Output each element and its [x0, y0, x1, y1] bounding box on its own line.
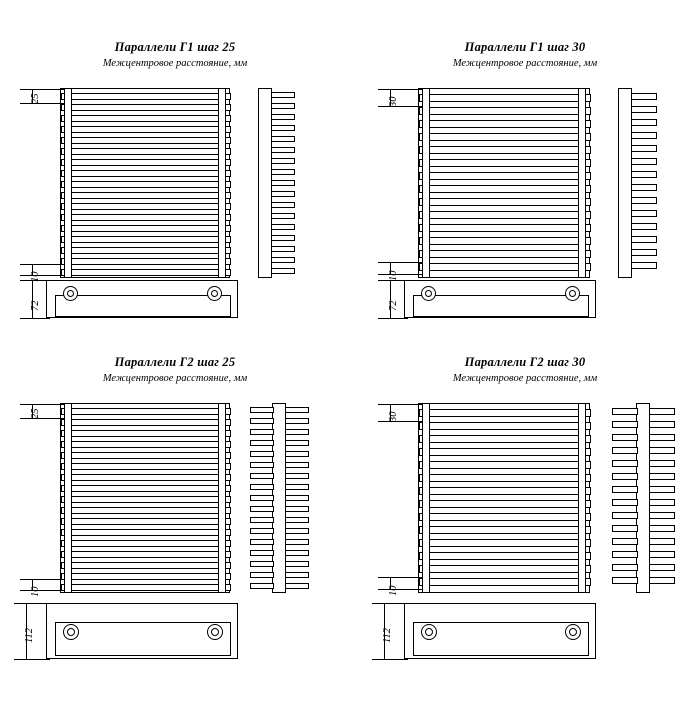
dim-label-fin-height: 10	[30, 586, 41, 597]
side-fin	[631, 184, 657, 191]
collector-body	[55, 622, 231, 656]
fin	[61, 203, 231, 210]
fin	[61, 452, 231, 459]
dim-tick	[20, 103, 64, 104]
collector-view	[46, 280, 238, 318]
dim-tick	[378, 106, 422, 107]
side-fin-left	[612, 473, 638, 480]
fin	[61, 507, 231, 514]
side-fin-right	[649, 460, 675, 467]
side-fin	[631, 158, 657, 165]
side-fin	[631, 119, 657, 126]
side-fin-left	[612, 447, 638, 454]
side-fin-left	[250, 451, 274, 457]
side-fin-left	[250, 517, 274, 523]
fin	[61, 225, 231, 232]
connection-port-inner	[569, 628, 577, 636]
fin	[419, 409, 591, 417]
panel-subtitle: Межцентровое расстояние, мм	[102, 58, 248, 69]
side-fin-right	[649, 538, 675, 545]
dim-tick	[20, 89, 64, 90]
fin	[61, 104, 231, 111]
side-fin-left	[612, 564, 638, 571]
side-fin-left	[612, 486, 638, 493]
side-fin	[631, 132, 657, 139]
dim-tick	[372, 603, 408, 604]
panel-title: Параллели Г1 шаг 25	[114, 40, 236, 54]
dim-label-collector-depth: 72	[388, 300, 399, 311]
dim-tick	[378, 589, 422, 590]
fin	[61, 159, 231, 166]
dim-label-collector-depth: 112	[24, 628, 35, 643]
fin	[419, 422, 591, 430]
side-fin-left	[612, 408, 638, 415]
panel-subtitle: Межцентровое расстояние, мм	[102, 373, 248, 384]
fin	[61, 474, 231, 481]
fin	[419, 133, 591, 141]
fin	[61, 430, 231, 437]
connection-port-inner	[211, 290, 218, 297]
dim-line-collector-depth	[390, 280, 391, 318]
side-fin-left	[612, 512, 638, 519]
side-fin	[631, 93, 657, 100]
side-fin-left	[250, 506, 274, 512]
dim-tick	[14, 659, 50, 660]
dim-tick	[378, 262, 422, 263]
side-fin	[271, 169, 295, 175]
side-fin-right	[649, 564, 675, 571]
side-view-spine	[618, 88, 632, 278]
side-fin-right	[649, 512, 675, 519]
side-fin-right	[649, 486, 675, 493]
side-fin	[271, 136, 295, 142]
fin	[61, 551, 231, 558]
fin	[419, 263, 591, 271]
side-fin-left	[612, 525, 638, 532]
dim-tick	[378, 421, 422, 422]
side-fin	[271, 147, 295, 153]
fin	[419, 565, 591, 573]
panel-g2-step-30	[350, 355, 700, 705]
connection-port	[207, 624, 223, 640]
collector-view	[404, 603, 596, 659]
fin	[419, 211, 591, 219]
side-fin-right	[285, 440, 309, 446]
collector-body	[413, 622, 589, 656]
fin	[61, 584, 231, 591]
side-fin-right	[285, 561, 309, 567]
dim-tick	[20, 418, 64, 419]
side-fin	[271, 224, 295, 230]
fin	[61, 269, 231, 276]
fin	[419, 107, 591, 115]
panel-title: Параллели Г2 шаг 30	[464, 355, 586, 369]
dim-tick	[20, 404, 64, 405]
side-fin	[271, 268, 295, 274]
front-view-right-post	[578, 403, 586, 593]
side-fin-right	[285, 539, 309, 545]
fin	[419, 526, 591, 534]
side-fin-right	[285, 572, 309, 578]
side-fin-left	[250, 583, 274, 589]
side-fin-right	[285, 451, 309, 457]
fin	[419, 185, 591, 193]
side-fin-left	[250, 539, 274, 545]
front-view-body	[60, 403, 230, 593]
side-view-spine	[272, 403, 286, 593]
fin	[419, 552, 591, 560]
front-view-body	[60, 88, 230, 278]
fin	[419, 500, 591, 508]
dim-tick	[20, 264, 64, 265]
dim-tick	[378, 89, 422, 90]
side-fin-right	[649, 434, 675, 441]
side-fin-left	[250, 473, 274, 479]
fin	[419, 487, 591, 495]
side-fin-left	[612, 434, 638, 441]
fin	[61, 562, 231, 569]
fin	[419, 224, 591, 232]
side-fin-right	[285, 506, 309, 512]
front-view-right-post	[578, 88, 586, 278]
side-fin	[271, 246, 295, 252]
side-fin-left	[250, 462, 274, 468]
fin	[419, 435, 591, 443]
connection-port-inner	[211, 628, 219, 636]
fin	[419, 513, 591, 521]
connection-port	[63, 286, 78, 301]
side-fin-left	[250, 495, 274, 501]
connection-port	[63, 624, 79, 640]
side-fin-left	[250, 528, 274, 534]
fin	[61, 463, 231, 470]
side-fin-right	[285, 517, 309, 523]
fin	[61, 529, 231, 536]
side-fin-left	[250, 572, 274, 578]
dim-label-top-pitch: 30	[388, 411, 399, 422]
side-fin-left	[612, 577, 638, 584]
side-fin-left	[250, 429, 274, 435]
side-fin-right	[285, 583, 309, 589]
fin	[61, 115, 231, 122]
fin	[419, 146, 591, 154]
dim-label-top-pitch: 25	[30, 93, 41, 104]
collector-view	[46, 603, 238, 659]
side-view-spine	[258, 88, 272, 278]
dim-label-fin-height: 10	[30, 271, 41, 282]
fin	[61, 170, 231, 177]
side-fin-right	[285, 528, 309, 534]
side-fin	[631, 145, 657, 152]
connection-port-inner	[569, 290, 576, 297]
side-fin-right	[285, 462, 309, 468]
dim-tick	[20, 280, 50, 281]
panel-title: Параллели Г2 шаг 25	[114, 355, 236, 369]
fin	[61, 419, 231, 426]
fin	[61, 540, 231, 547]
side-fin-left	[250, 550, 274, 556]
connection-port-inner	[67, 290, 74, 297]
fin	[61, 496, 231, 503]
side-fin	[271, 103, 295, 109]
fin	[419, 578, 591, 586]
fin	[61, 573, 231, 580]
dim-tick	[372, 659, 408, 660]
side-fin	[631, 236, 657, 243]
connection-port	[421, 286, 436, 301]
panel-g1-step-30	[350, 40, 700, 390]
front-view-left-post	[422, 403, 430, 593]
side-fin-right	[649, 473, 675, 480]
side-fin	[631, 223, 657, 230]
side-fin-right	[285, 429, 309, 435]
dim-tick	[20, 318, 50, 319]
side-fin-right	[285, 473, 309, 479]
collector-body	[413, 295, 589, 317]
connection-port-inner	[425, 290, 432, 297]
dim-tick	[378, 577, 422, 578]
fin	[61, 485, 231, 492]
front-view-left-post	[422, 88, 430, 278]
front-view-left-post	[64, 88, 72, 278]
panel-subtitle: Межцентровое расстояние, мм	[452, 373, 598, 384]
dim-label-fin-height: 10	[388, 585, 399, 596]
side-fin	[271, 213, 295, 219]
collector-view	[404, 280, 596, 318]
side-fin	[271, 202, 295, 208]
side-fin	[271, 235, 295, 241]
front-view-body	[418, 88, 590, 278]
side-fin-right	[285, 407, 309, 413]
connection-port-inner	[67, 628, 75, 636]
side-fin-right	[649, 525, 675, 532]
dim-tick	[20, 275, 64, 276]
side-fin-right	[649, 551, 675, 558]
fin	[419, 159, 591, 167]
side-fin-right	[285, 550, 309, 556]
fin	[419, 461, 591, 469]
side-fin-right	[285, 495, 309, 501]
fin	[419, 237, 591, 245]
fin	[419, 120, 591, 128]
dim-tick	[14, 603, 50, 604]
side-fin	[631, 262, 657, 269]
dim-line-collector-depth	[32, 280, 33, 318]
front-view-left-post	[64, 403, 72, 593]
fin	[419, 539, 591, 547]
side-fin	[271, 257, 295, 263]
side-fin-right	[649, 447, 675, 454]
side-fin-right	[649, 421, 675, 428]
fin	[419, 474, 591, 482]
dim-tick	[20, 590, 64, 591]
connection-port	[421, 624, 437, 640]
side-fin-left	[250, 484, 274, 490]
front-view-right-post	[218, 403, 226, 593]
fin	[61, 236, 231, 243]
front-view-right-post	[218, 88, 226, 278]
side-fin-left	[250, 561, 274, 567]
side-fin-right	[649, 499, 675, 506]
connection-port	[565, 624, 581, 640]
fin	[61, 214, 231, 221]
side-fin-left	[250, 407, 274, 413]
side-fin-right	[285, 418, 309, 424]
fin	[61, 258, 231, 265]
fin	[61, 247, 231, 254]
dim-label-collector-depth: 112	[382, 628, 393, 643]
dim-tick	[378, 404, 422, 405]
side-fin	[631, 210, 657, 217]
side-fin	[271, 125, 295, 131]
fin	[61, 137, 231, 144]
side-fin-right	[649, 577, 675, 584]
fin	[61, 181, 231, 188]
fin	[419, 448, 591, 456]
side-fin-left	[250, 440, 274, 446]
front-view-body	[418, 403, 590, 593]
dim-tick	[20, 579, 64, 580]
panel-g2-step-25	[0, 355, 350, 705]
fin	[61, 192, 231, 199]
side-fin	[271, 180, 295, 186]
side-fin	[271, 92, 295, 98]
side-fin-left	[612, 421, 638, 428]
fin	[419, 172, 591, 180]
fin	[61, 148, 231, 155]
dim-tick	[378, 274, 422, 275]
side-fin	[271, 158, 295, 164]
side-fin	[271, 114, 295, 120]
dim-label-fin-height: 10	[388, 270, 399, 281]
fin	[419, 198, 591, 206]
panel-subtitle: Межцентровое расстояние, мм	[452, 58, 598, 69]
dim-tick	[378, 318, 408, 319]
side-view-spine	[636, 403, 650, 593]
side-fin-right	[649, 408, 675, 415]
fin	[61, 518, 231, 525]
connection-port-inner	[425, 628, 433, 636]
dim-label-top-pitch: 30	[388, 96, 399, 107]
fin	[61, 441, 231, 448]
fin	[61, 126, 231, 133]
side-fin	[631, 106, 657, 113]
panel-g1-step-25	[0, 40, 350, 390]
fin	[61, 93, 231, 100]
side-fin-left	[250, 418, 274, 424]
side-fin	[631, 197, 657, 204]
dim-tick	[378, 280, 408, 281]
side-fin-left	[612, 551, 638, 558]
side-fin-right	[285, 484, 309, 490]
side-fin	[631, 249, 657, 256]
fin	[61, 408, 231, 415]
connection-port	[207, 286, 222, 301]
side-fin	[631, 171, 657, 178]
panel-title: Параллели Г1 шаг 30	[464, 40, 586, 54]
fin	[419, 250, 591, 258]
connection-port	[565, 286, 580, 301]
side-fin-left	[612, 538, 638, 545]
fin	[419, 94, 591, 102]
collector-body	[55, 295, 231, 317]
dim-label-collector-depth: 72	[30, 300, 41, 311]
dim-label-top-pitch: 25	[30, 408, 41, 419]
side-fin-left	[612, 460, 638, 467]
side-fin	[271, 191, 295, 197]
side-fin-left	[612, 499, 638, 506]
